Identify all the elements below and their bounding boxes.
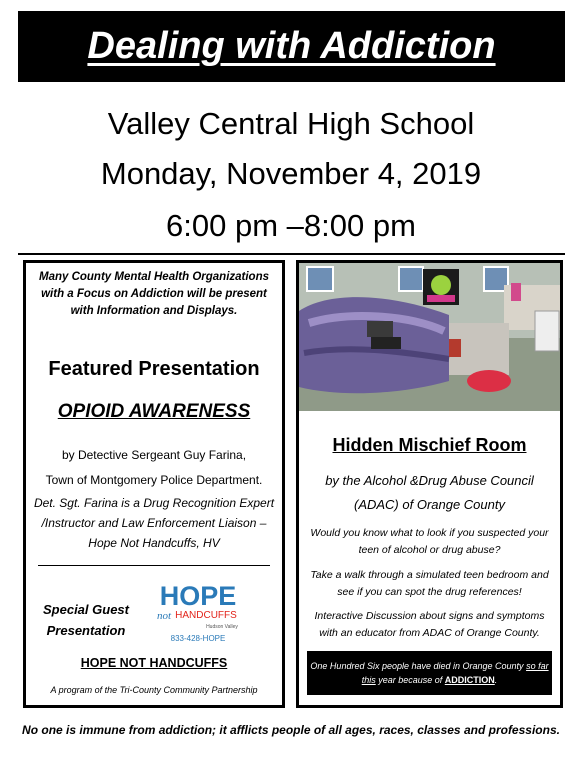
right-panel: [296, 260, 563, 708]
logo-word-hope: HOPE: [159, 581, 237, 611]
teen-bedroom-photo: [299, 263, 560, 411]
featured-heading: Featured Presentation: [48, 358, 260, 380]
presentation-title: OPIOID AWARENESS: [57, 401, 251, 422]
program-note: A program of the Tri-County Community Partnership: [50, 685, 258, 695]
stat-text-a: One Hundred Six people have died in Orange County: [310, 661, 527, 671]
stat-text-e: .: [494, 675, 498, 685]
event-venue: Valley Central High School: [107, 106, 475, 141]
logo-region: Hudson Valley: [206, 624, 238, 630]
title-banner: [18, 11, 565, 82]
council-text: by the Alcohol &Drug Abuse Council (ADAC) of Orange County: [325, 473, 534, 512]
presenter-department: Town of Montgomery Police Department.: [45, 473, 263, 487]
intro-text: Many County Mental Health Organizations with a Focus on Addiction will be present with Information and Displays.: [38, 271, 270, 317]
section-divider: [38, 565, 270, 566]
event-date: Monday, November 4, 2019: [100, 156, 482, 191]
presenter-name: by Detective Sergeant Guy Farina,: [61, 448, 247, 462]
page-title: Dealing with Addiction: [87, 25, 496, 67]
presenter-bio: Det. Sgt. Farina is a Drug Recognition Expert /Instructor and Law Enforcement Liaison –Hope Not Handcuffs, HV: [33, 496, 275, 550]
question-text: Would you know what to look if you suspected your teen of alcohol or drug abuse?: [310, 527, 549, 556]
room-title: Hidden Mischief Room: [332, 435, 527, 455]
guest-label: Special Guest Presentation: [43, 602, 129, 638]
event-time: 6:00 pm –8:00 pm: [166, 208, 416, 243]
stat-addiction: ADDICTION: [444, 675, 495, 685]
logo-word-handcuffs: HANDCUFFS: [175, 610, 237, 621]
walkthrough-text: Take a walk through a simulated teen bedroom and see if you can spot the drug references!: [310, 569, 549, 598]
footer-message: No one is immune from addiction; it afflicts people of all ages, races, classes and professions.: [22, 723, 560, 737]
header-divider: [18, 253, 565, 255]
guest-name: HOPE NOT HANDCUFFS: [80, 656, 228, 670]
stat-text-c: year because of: [375, 675, 445, 685]
statistic-box: [307, 651, 552, 695]
logo-phone: 833-428-HOPE: [170, 634, 226, 643]
hope-not-handcuffs-logo: [148, 581, 248, 647]
stat-text-b: so far this: [361, 661, 549, 685]
left-panel: [23, 260, 285, 708]
presenter-info: [26, 443, 282, 493]
discussion-text: Interactive Discussion about signs and symptoms with an educator from ADAC of Orange County.: [314, 610, 545, 639]
logo-word-not: not: [157, 610, 172, 622]
